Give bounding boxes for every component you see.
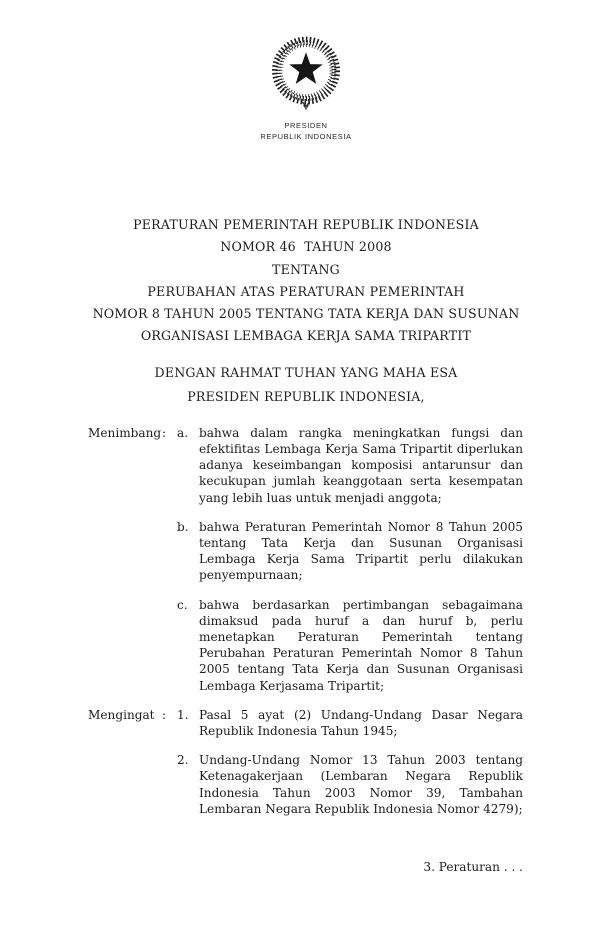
mengingat-item-1: [177, 707, 523, 739]
item-marker: c.: [177, 597, 188, 612]
regulation-title: [0, 214, 612, 348]
item-marker: 1.: [177, 707, 189, 722]
item-text: bahwa dalam rangka meningkatkan fungsi dan efektifitas Lembaga Kerja Sama Tripartit diperlukan adanya keseimbangan komposisi antarunsur dan kecukupan jumlah keanggotaan serta kesempatan yang lebih luas untuk menjadi anggota;: [199, 425, 523, 505]
letterhead-republik-indonesia: REPUBLIK INDONESIA: [260, 132, 352, 141]
menimbang-items: [177, 425, 523, 694]
page-catchword: 3. Peraturan . . .: [423, 860, 523, 874]
menimbang-item-b: [177, 519, 523, 584]
item-text: Undang-Undang Nomor 13 Tahun 2003 tentang Ketenagakerjaan (Lembaran Negara Republik Indonesia Tahun 2003 Nomor 39, Tambahan Lembaran Negara Republik Indonesia Nomor 4279);: [199, 753, 523, 816]
title-line-tentang: TENTANG: [272, 261, 340, 277]
mengingat-clause: [0, 707, 612, 817]
title-line-subject-1: PERUBAHAN ATAS PERATURAN PEMERINTAH: [147, 283, 465, 299]
mengingat-colon: :: [162, 707, 167, 722]
item-marker: b.: [177, 519, 189, 534]
presidential-star-wreath-emblem-icon: [0, 33, 612, 113]
item-text: bahwa Peraturan Pemerintah Nomor 8 Tahun 2005 tentang Tata Kerja dan Susunan Organisasi Lembaga Kerja Sama Tripartit perlu dilakukan penyempurnaan;: [199, 519, 523, 583]
title-line-subject-2: NOMOR 8 TAHUN 2005 TENTANG TATA KERJA DAN SUSUNAN: [92, 306, 520, 322]
title-line-number-year: NOMOR 46 TAHUN 2008: [220, 239, 392, 255]
menimbang-item-a: [177, 425, 523, 506]
menimbang-item-c: [177, 597, 523, 694]
considerans: [0, 425, 612, 817]
letterhead: [0, 0, 612, 142]
mengingat-item-2: [177, 752, 523, 817]
menimbang-colon: :: [162, 425, 167, 440]
invocation-line: DENGAN RAHMAT TUHAN YANG MAHA ESA: [154, 364, 458, 380]
item-marker: 2.: [177, 753, 189, 768]
menimbang-clause: [0, 425, 612, 694]
mengingat-label: Mengingat: [88, 707, 155, 722]
title-line-regulation-type: PERATURAN PEMERINTAH REPUBLIK INDONESIA: [133, 217, 479, 232]
item-text: Pasal 5 ayat (2) Undang-Undang Dasar Negara Republik Indonesia Tahun 1945;: [199, 707, 523, 739]
authority-line: PRESIDEN REPUBLIK INDONESIA,: [187, 388, 425, 404]
item-marker: a.: [177, 425, 189, 440]
menimbang-label: Menimbang: [88, 425, 162, 440]
mengingat-items: [177, 707, 523, 817]
item-text: bahwa berdasarkan pertimbangan sebagaimana dimaksud pada huruf a dan huruf b, perlu menetapkan Peraturan Pemerintah tentang Perubahan Peraturan Pemerintah Nomor 8 Tahun 2005 tentang Tata Kerja dan Susunan Organisasi Lembaga Kerjasama Tripartit;: [199, 597, 523, 693]
letterhead-presiden: PRESIDEN: [284, 121, 328, 130]
title-line-subject-3: ORGANISASI LEMBAGA KERJA SAMA TRIPARTIT: [140, 328, 472, 344]
